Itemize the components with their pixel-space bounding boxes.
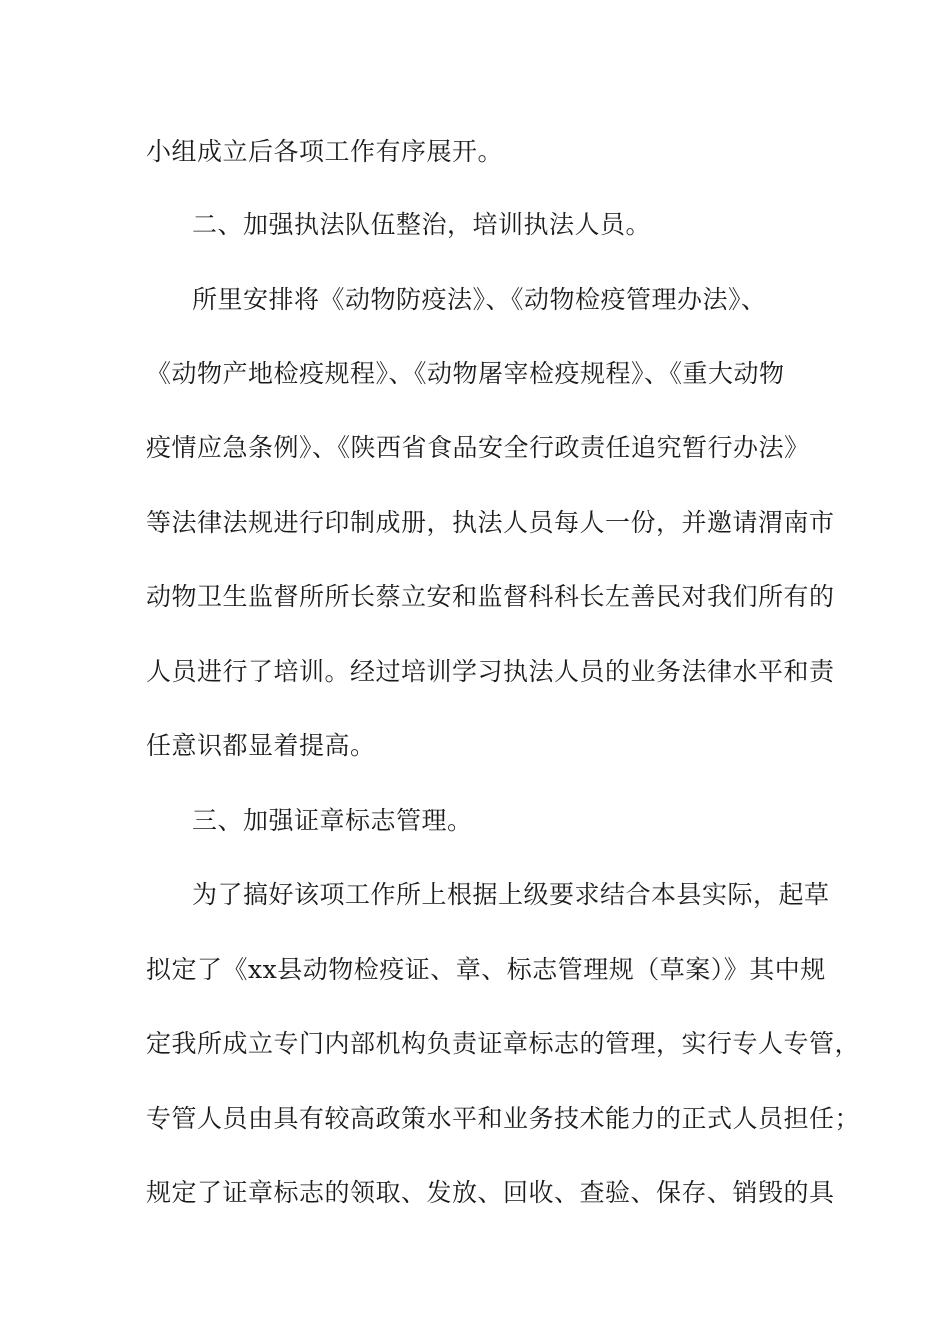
paragraph-line: 小组成立后各项工作有序展开。	[146, 137, 504, 166]
paragraph-line: 规定了证章标志的领取、发放、回收、查验、保存、销毁的具	[146, 1178, 835, 1207]
paragraph-line: 动物卫生监督所所长蔡立安和监督科科长左善民对我们所有的	[146, 582, 835, 611]
paragraph-line: 任意识都显着提高。	[146, 731, 376, 760]
paragraph-line: 拟定了《xx县动物检疫证、章、标志管理规（草案）》其中规	[146, 955, 826, 984]
paragraph-line: 定我所成立专门内部机构负责证章标志的管理，实行专人专管，	[146, 1029, 861, 1058]
paragraph-line: 所里安排将《动物防疫法》、《动物检疫管理办法》、	[192, 285, 767, 314]
paragraph-line: 等法律法规进行印制成册，执法人员每人一份，并邀请渭南市	[146, 508, 835, 537]
paragraph-line: 人员进行了培训。经过培训学习执法人员的业务法律水平和责	[146, 657, 835, 686]
paragraph-line: 疫情应急条例》、《陕西省食品安全行政责任追究暂行办法》	[146, 433, 810, 462]
paragraph-line: 为了搞好该项工作所上根据上级要求结合本县实际，起草	[192, 880, 830, 909]
section-heading: 二、加强执法队伍整治，培训执法人员。	[192, 210, 652, 239]
paragraph-line: 专管人员由具有较高政策水平和业务技术能力的正式人员担任；	[146, 1104, 861, 1133]
paragraph-line: 《动物产地检疫规程》、《动物屠宰检疫规程》、《重大动物	[146, 359, 785, 388]
section-heading: 三、加强证章标志管理。	[192, 806, 473, 835]
